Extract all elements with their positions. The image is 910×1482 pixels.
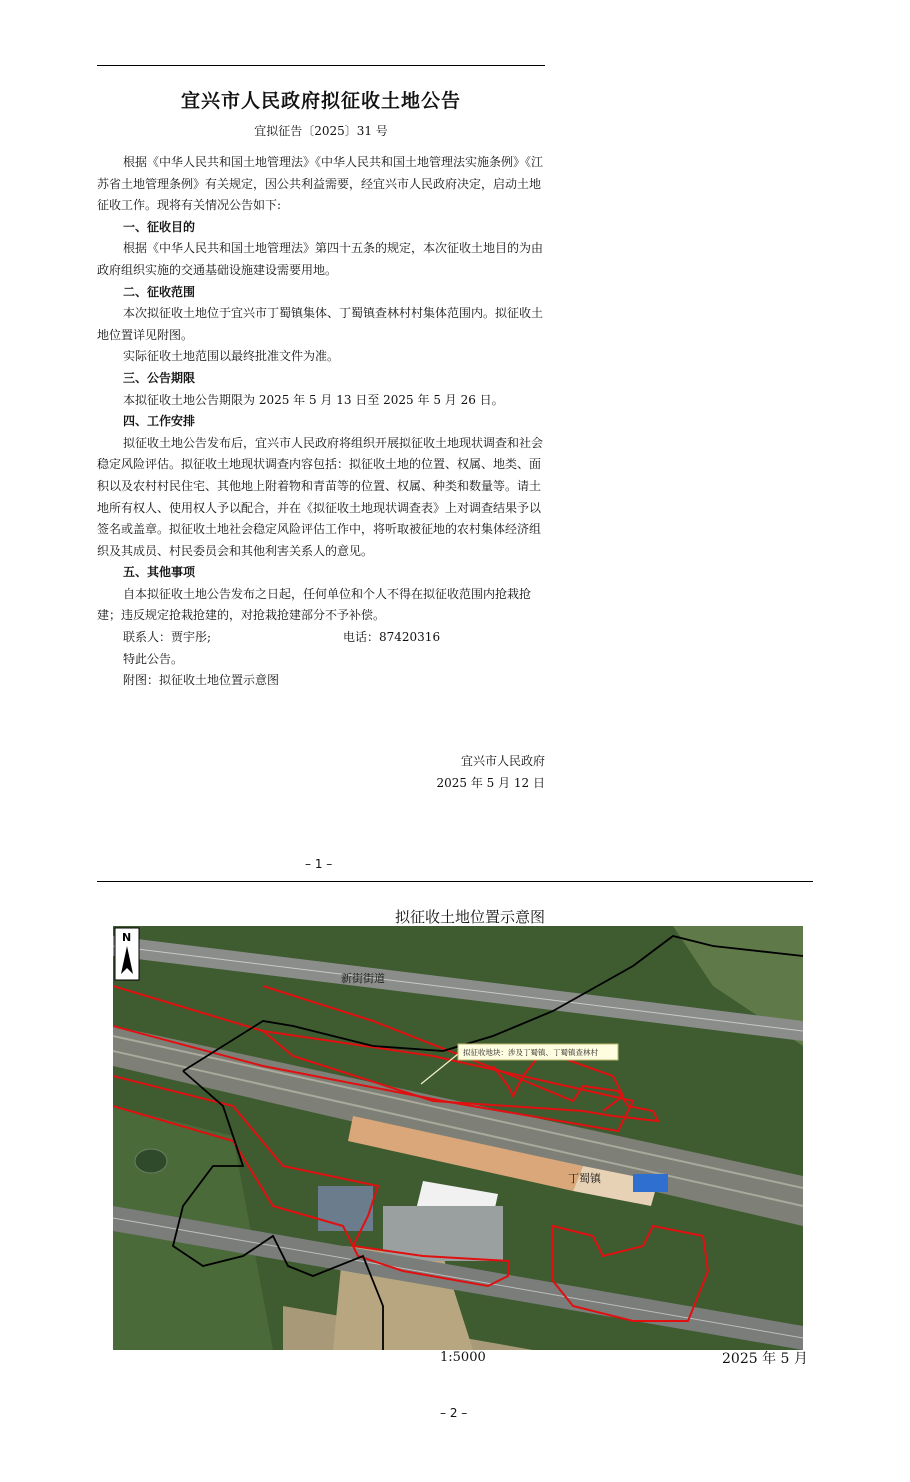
place-label-dingshu: 丁蜀镇	[568, 1172, 601, 1185]
section-2-paragraph-2: 实际征收土地范围以最终批准文件为准。	[123, 349, 340, 364]
section-5-heading: 五、其他事项	[123, 565, 196, 580]
contact-person: 联系人：贾宇彤;	[123, 630, 212, 645]
section-5-paragraph: 自本拟征收土地公告发布之日起，任何单位和个人不得在拟征收范围内抢栽抢建；违反规定抢栽抢建的，对抢栽抢建部分不予补偿。	[97, 586, 532, 623]
section-1-heading: 一、征收目的	[123, 219, 196, 234]
contact-phone: 电话：87420316	[343, 630, 441, 645]
signer: 宜兴市人民政府	[460, 754, 545, 768]
map-scale: 1:5000	[440, 1350, 486, 1365]
section-3-heading: 三、公告期限	[123, 370, 196, 385]
announcement-body	[97, 152, 547, 692]
page-number-1: – 1 –	[305, 857, 333, 871]
section-2-paragraph-1: 本次拟征收土地位于宜兴市丁蜀镇集体、丁蜀镇查林村村集体范围内。拟征收土地位置详见附图。	[97, 306, 544, 342]
section-4-paragraph: 拟征收土地公告发布后，宜兴市人民政府将组织开展拟征收土地现状调查和社会稳定风险评估。拟征收土地现状调查内容包括：拟征收土地的位置、权属、地类、面积以及农村村民住宅、其他地上附着物和青苗等的位置、权属、种类和数量等。请土地所有权人、使用权人予以配合，并在《拟征收土地现状调查表》上对调查结果予以签名或盖章。拟征收土地社会稳定风险评估工作中，将听取被征地的农村集体经济组织及其成员、村民委员会和其他利害关系人的意见。	[97, 435, 544, 558]
page-separator	[97, 881, 813, 882]
page-number-2: – 2 –	[440, 1406, 468, 1420]
place-label-xinjie: 新街街道	[341, 972, 385, 985]
attachment-line: 附图：拟征收土地位置示意图	[123, 673, 280, 688]
north-label: N	[122, 931, 132, 944]
satellite-map-graphic	[113, 926, 803, 1350]
contact-line	[97, 627, 547, 649]
section-3-paragraph: 本拟征收土地公告期限为 2025 年 5 月 13 日至 2025 年 5 月 26 日。	[123, 392, 504, 407]
closing-line: 特此公告。	[123, 651, 184, 666]
section-2-heading: 二、征收范围	[123, 284, 196, 299]
pond	[135, 1149, 167, 1173]
top-rule	[97, 65, 545, 66]
section-1-paragraph: 根据《中华人民共和国土地管理法》第四十五条的规定，本次征收土地目的为由政府组织实施的交通基础设施建设需要用地。	[97, 241, 544, 277]
blue-roof-building	[633, 1174, 668, 1192]
location-map	[113, 926, 803, 1350]
section-4-heading: 四、工作安排	[123, 414, 196, 429]
announcement-title: 宜兴市人民政府拟征收土地公告	[180, 90, 461, 112]
signature-date: 2025 年 5 月 12 日	[436, 776, 545, 790]
map-title: 拟征收土地位置示意图	[394, 908, 545, 926]
intro-paragraph: 根据《中华人民共和国土地管理法》《中华人民共和国土地管理法实施条例》《江苏省土地管理条例》有关规定，因公共利益需要，经宜兴市人民政府决定，启动土地征收工作。现将有关情况公告如下:	[97, 155, 544, 213]
map-date: 2025 年 5 月	[722, 1351, 808, 1367]
document-number: 宜拟征告〔2025〕31 号	[254, 124, 388, 138]
callout-text: 拟征收地块：涉及丁蜀镇、丁蜀镇查林村	[463, 1048, 598, 1057]
